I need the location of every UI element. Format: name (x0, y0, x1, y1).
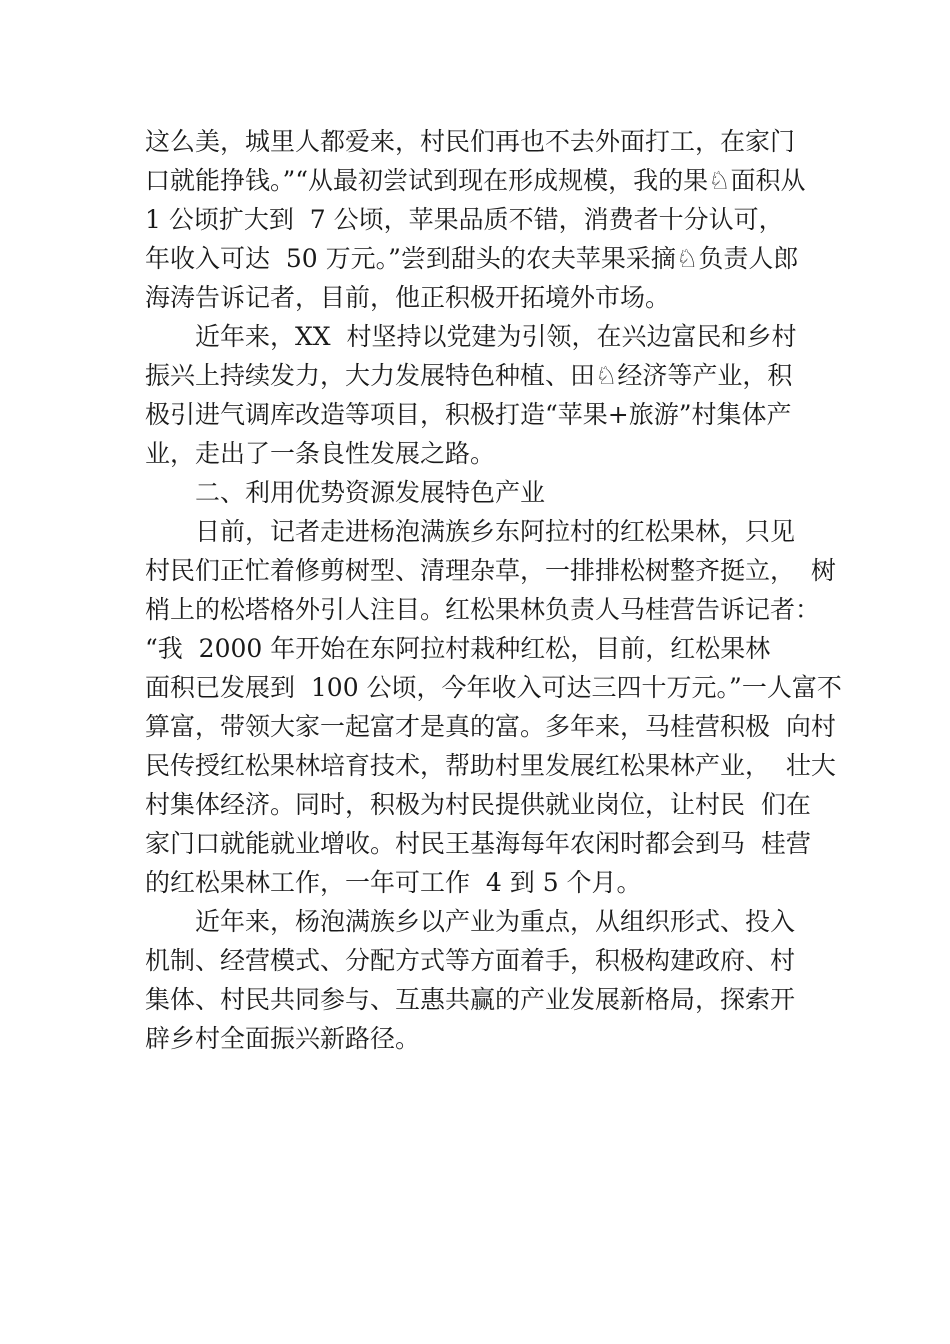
text-line: 辟乡村全面振兴新路径。 (145, 1024, 421, 1053)
text-line: 家门口就能就业增收。村民王基海每年农闲时都会到马 桂营 (145, 829, 811, 858)
text-line: 机制、经营模式、分配方式等方面着手，积极构建政府、村 (145, 946, 796, 975)
text-line: 算富，带领大家一起富才是真的富。多年来，马桂营积极 向村 (145, 712, 836, 741)
text-line: 业，走出了一条良性发展之路。 (145, 439, 496, 468)
text-line: 村集体经济。同时，积极为村民提供就业岗位，让村民 们在 (145, 790, 811, 819)
text-line: 1 公顷扩大到 7 公顷，苹果品质不错，消费者十分认可， (145, 205, 784, 234)
text-line: 振兴上持续发力，大力发展特色种植、田♘经济等产业，积 (145, 361, 793, 390)
document-body (145, 122, 845, 1058)
paragraph-start-line: 日前，记者走进杨泡满族乡东阿拉村的红松果林，只见 (195, 517, 796, 546)
text-line: 集体、村民共同参与、互惠共赢的产业发展新格局，探索开 (145, 985, 796, 1014)
paragraph-start-line: 近年来，XX 村坚持以党建为引领，在兴边富民和乡村 (195, 322, 797, 351)
text-line: 面积已发展到 100 公顷，今年收入可达三四十万元。”一人富不 (145, 673, 842, 702)
text-line: 年收入可达 50 万元。”尝到甜头的农夫苹果采摘♘负责人郎 (145, 244, 799, 273)
section-heading: 二、利用优势资源发展特色产业 (195, 478, 546, 507)
text-line: 这么美，城里人都爱来，村民们再也不去外面打工，在家门 (145, 127, 796, 156)
text-line: 民传授红松果林培育技术，帮助村里发展红松果林产业， 壮大 (145, 751, 836, 780)
text-line: 的红松果林工作，一年可工作 4 到 5 个月。 (145, 868, 642, 897)
text-line: “我 2000 年开始在东阿拉村栽种红松，目前，红松果林 (145, 634, 771, 663)
text-line: 海涛告诉记者，目前，他正积极开拓境外市场。 (145, 283, 671, 312)
text-line: 极引进气调库改造等项目，积极打造“苹果+旅游”村集体产 (145, 400, 792, 429)
text-line: 口就能挣钱。”“从最初尝试到现在形成规模，我的果♘面积从 (145, 166, 806, 195)
paragraph-start-line: 近年来，杨泡满族乡以产业为重点，从组织形式、投入 (195, 907, 796, 936)
text-line: 村民们正忙着修剪树型、清理杂草，一排排松树整齐挺立， 树 (145, 556, 836, 585)
text-line: 梢上的松塔格外引人注目。红松果林负责人马桂营告诉记者： (145, 595, 821, 624)
